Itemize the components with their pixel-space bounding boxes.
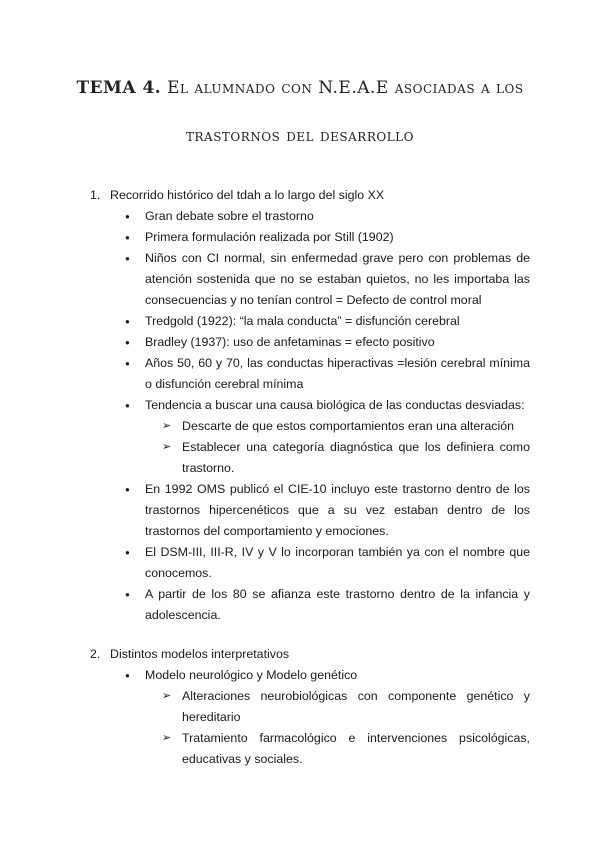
title-line-1: El alumnado con N.E.A.E asociadas a los	[167, 78, 524, 98]
section-2-heading	[90, 644, 289, 665]
list-item: ● Niños con CI normal, sin enfermedad grave pero con problemas de atención sostenida que no se estaban quietos, no les importaba las consecuencias y no tenían control = Defecto de control moral	[125, 248, 530, 311]
sublist-item: ➢ Establecer una categoría diagnóstica que los definiera como trastorno.	[145, 437, 530, 479]
list-item: ● Primera formulación realizada por Still (1902)	[125, 227, 530, 248]
section-title: Distintos modelos interpretativos	[110, 647, 290, 661]
sublist-item: ➢ Alteraciones neurobiológicas con componente genético y hereditario	[145, 686, 530, 728]
list-item: ● En 1992 OMS publicó el CIE-10 incluyo este trastorno dentro de los trastornos hipercenéticos que a su vez estaban dentro de los trastornos del comportamiento y emociones.	[125, 479, 530, 542]
list-item: ● Bradley (1937): uso de anfetaminas = efecto positivo	[125, 332, 530, 353]
list-item: ● El DSM-III, III-R, IV y V lo incorporan también ya con el nombre que conocemos.	[125, 542, 530, 584]
list-item-text: Tendencia a buscar una causa biológica de las conductas desviadas:	[145, 398, 525, 412]
section-2-list	[125, 665, 530, 770]
sublist-item: ➢ Tratamiento farmacológico e intervenciones psicológicas, educativas y sociales.	[145, 728, 530, 770]
page-title	[0, 78, 600, 98]
list-item-with-sublist	[125, 665, 530, 770]
list-item: ● Años 50, 60 y 70, las conductas hiperactivas =lesión cerebral mínima o disfunción cerebral mínima	[125, 353, 530, 395]
topic-number: TEMA 4.	[76, 78, 162, 98]
list-item-with-sublist	[125, 395, 530, 479]
section-1-heading	[90, 185, 384, 206]
sublist	[145, 686, 530, 770]
section-title: Recorrido histórico del tdah a lo largo del siglo XX	[110, 188, 385, 202]
list-item: ● A partir de los 80 se afianza este trastorno dentro de la infancia y adolescencia.	[125, 584, 530, 626]
section-number: 1.	[90, 188, 101, 202]
list-item: ● Tredgold (1922): “la mala conducta” = disfunción cerebral	[125, 311, 530, 332]
sublist	[145, 416, 530, 479]
section-1-list	[125, 206, 530, 626]
section-number: 2.	[90, 647, 101, 661]
title-line-2: trastornos del desarrollo	[186, 126, 414, 146]
sublist-item: ➢ Descarte de que estos comportamientos eran una alteración	[145, 416, 530, 437]
list-item: ● Gran debate sobre el trastorno	[125, 206, 530, 227]
list-item-text: Modelo neurológico y Modelo genético	[145, 668, 358, 682]
